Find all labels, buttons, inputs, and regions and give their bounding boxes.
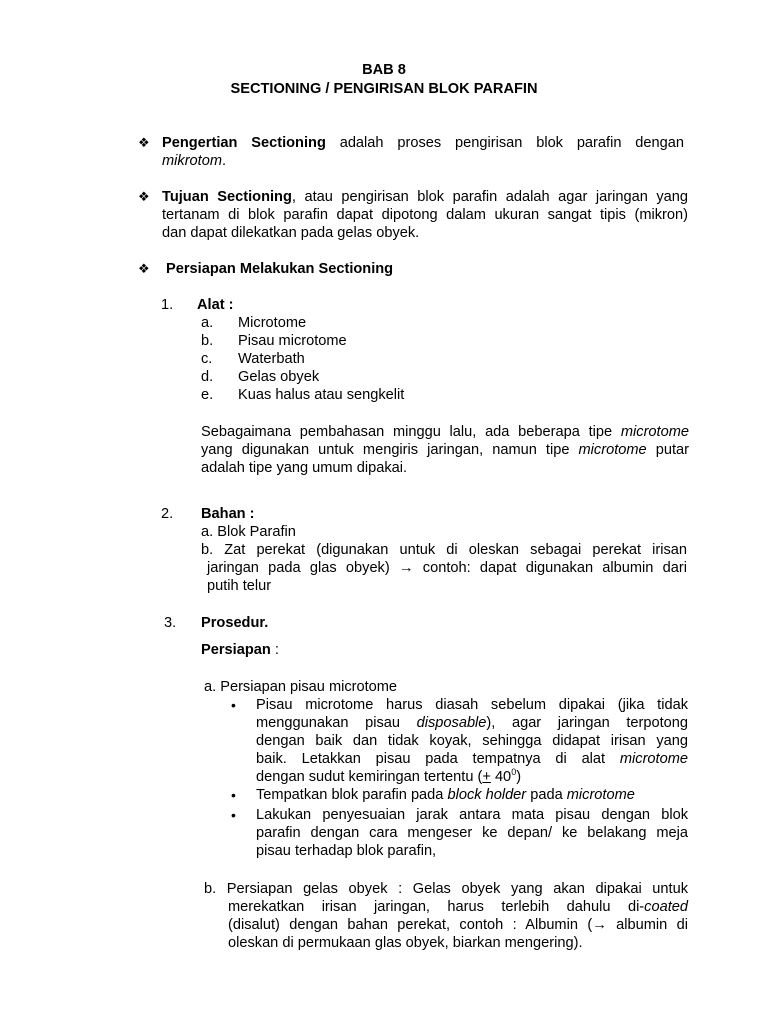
list-item-letter: d.: [201, 369, 214, 385]
chapter-number: BAB 8: [362, 62, 406, 78]
pisau-bullet1-line2: menggunakan pisau disposable), agar jaringan terpotong: [256, 715, 688, 731]
chapter-title: SECTIONING / PENGIRISAN BLOK PARAFIN: [230, 81, 538, 97]
bullet-dot-icon: •: [231, 787, 236, 803]
gelas-obyek-line3: (disalut) dengan bahan perekat, contoh : Albumin (→ albumin di: [228, 917, 688, 933]
gelas-obyek-line2: merekatkan irisan jaringan, harus terlebih dahulu di-coated: [228, 899, 688, 915]
pisau-bullet3-line3: pisau terhadap blok parafin,: [256, 843, 437, 859]
arrow-right-icon: →: [398, 560, 414, 576]
diamond-bullet-icon: ❖: [138, 261, 150, 276]
bullet-dot-icon: •: [231, 807, 236, 823]
list-item: Waterbath: [238, 351, 305, 367]
list-item-letter: c.: [201, 351, 213, 367]
bahan-item-a: a. Blok Parafin: [201, 524, 296, 540]
microtome-para-line2: yang digunakan untuk mengiris jaringan, namun tipe microtome putar: [201, 442, 689, 458]
bahan-item-b-line3: putih telur: [207, 578, 272, 594]
section1-number: 1.: [161, 297, 174, 313]
section3-number: 3.: [164, 615, 177, 631]
bullet-dot-icon: •: [231, 697, 236, 713]
tujuan-line3: dan dapat dilekatkan pada gelas obyek.: [162, 225, 420, 241]
pisau-bullet1-line1: Pisau microtome harus diasah sebelum dipakai (jika tidak: [256, 697, 688, 713]
gelas-obyek-line1: b. Persiapan gelas obyek : Gelas obyek yang akan dipakai untuk: [204, 881, 688, 897]
pengertian-line2: mikrotom.: [162, 153, 227, 169]
pisau-bullet1-line4: baik. Letakkan pisau pada tempatnya di alat microtome: [256, 751, 688, 767]
section2-number: 2.: [161, 506, 174, 522]
bahan-heading: Bahan :: [201, 506, 255, 522]
pengertian-line1: Pengertian Sectioning adalah proses pengirisan blok parafin dengan: [162, 135, 684, 151]
tujuan-line1: Tujuan Sectioning, atau pengirisan blok parafin adalah agar jaringan yang: [162, 189, 688, 205]
pisau-bullet1-line5: dengan sudut kemiringan tertentu (+ $40^0$): [256, 767, 522, 785]
list-item: Microtome: [238, 315, 307, 331]
alat-heading: Alat :: [197, 297, 234, 313]
microtome-para-line1: Sebagaimana pembahasan minggu lalu, ada beberapa tipe microtome: [201, 424, 689, 440]
list-item: Gelas obyek: [238, 369, 320, 385]
arrow-right-icon: →: [592, 917, 607, 933]
tujuan-line2: tertanam di blok parafin dapat dipotong dalam ukuran sangat tipis (mikron): [162, 207, 688, 223]
gelas-obyek-line4: oleskan di permukaan glas obyek, biarkan mengering).: [228, 935, 583, 951]
prosedur-heading: Prosedur.: [201, 615, 269, 631]
list-item: Pisau microtome: [238, 333, 347, 349]
diamond-bullet-icon: ❖: [138, 189, 150, 204]
microtome-para-line3: adalah tipe yang umum dipakai.: [201, 460, 408, 476]
pisau-bullet2: Tempatkan blok parafin pada block holder pada microtome: [256, 787, 635, 803]
persiapan-pisau-heading: a. Persiapan pisau microtome: [204, 679, 398, 695]
persiapan-heading: Persiapan Melakukan Sectioning: [166, 261, 394, 277]
list-item-letter: a.: [201, 315, 214, 331]
bahan-item-b-line2: jaringan pada glas obyek) → contoh: dapat digunakan albumin dari: [207, 560, 687, 576]
pisau-bullet1-line3: dengan baik dan tidak koyak, sehingga didapat irisan yang: [256, 733, 688, 749]
pisau-bullet3-line2: parafin dengan cara mengeser ke depan/ ke belakang meja: [256, 825, 688, 841]
bahan-item-b-line1: b. Zat perekat (digunakan untuk di oleskan sebagai perekat irisan: [201, 542, 687, 558]
list-item-letter: b.: [201, 333, 214, 349]
list-item-letter: e.: [201, 387, 214, 403]
pisau-bullet3-line1: Lakukan penyesuaian jarak antara mata pisau dengan blok: [256, 807, 688, 823]
list-item: Kuas halus atau sengkelit: [238, 387, 405, 403]
diamond-bullet-icon: ❖: [138, 135, 150, 150]
persiapan-label: Persiapan :: [201, 642, 279, 658]
